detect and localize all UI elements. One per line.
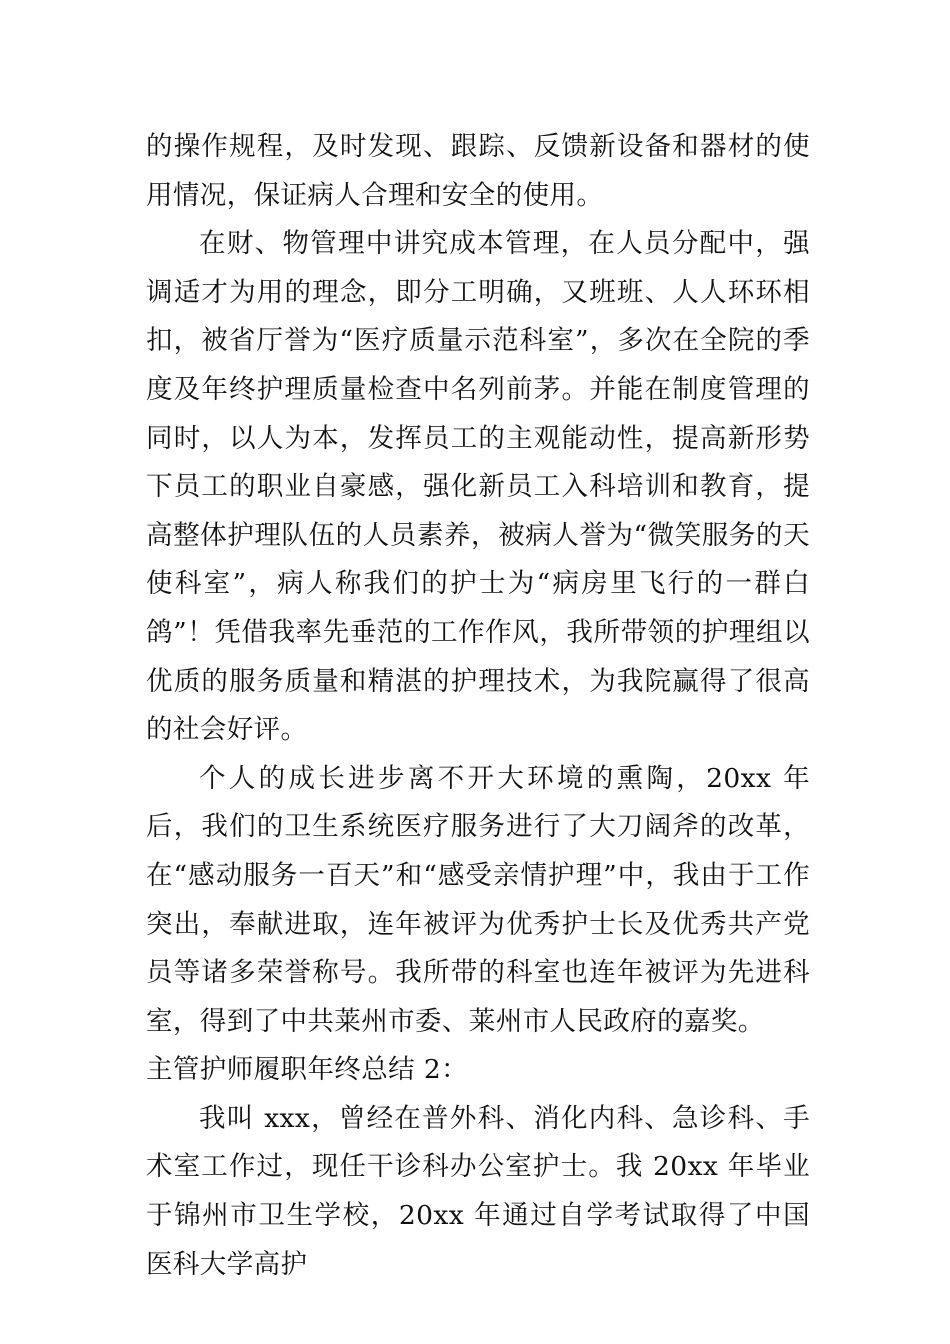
paragraph-growth: 个人的成长进步离不开大环境的熏陶，20xx 年后，我们的卫生系统医疗服务进行了大刀阔斧的改革，在“感动服务一百天”和“感受亲情护理”中，我由于工作突出，奉献进取，连年被评为优秀护士长及优秀共产党员等诸多荣誉称号。我所带的科室也连年被评为先进科室，得到了中共莱州市委、莱州市人民政府的嘉奖。 — [146, 762, 810, 1037]
section-heading: 主管护师履职年终总结 2： — [146, 1054, 468, 1086]
document-body — [146, 123, 810, 1289]
paragraph-management: 在财、物管理中讲究成本管理，在人员分配中，强调适才为用的理念，即分工明确，又班班、人人环环相扣，被省厅誉为“医疗质量示范科室”，多次在全院的季度及年终护理质量检查中名列前茅。并能在制度管理的同时，以人为本，发挥员工的主观能动性，提高新形势下员工的职业自豪感，强化新员工入科培训和教育，提高整体护理队伍的人员素养，被病人誉为“微笑服务的天使科室”，病人称我们的护士为“病房里飞行的一群白鸽”！凭借我率先垂范的工作作风，我所带领的护理组以优质的服务质量和精湛的护理技术，为我院赢得了很高的社会好评。 — [146, 228, 810, 746]
paragraph-introduction: 我叫 xxx，曾经在普外科、消化内科、急诊科、手术室工作过，现任干诊科办公室护士。我 20xx 年毕业于锦州市卫生学校，20xx 年通过自学考试取得了中国医科大学高护 — [146, 1102, 810, 1280]
paragraph-continuation: 的操作规程，及时发现、跟踪、反馈新设备和器材的使用情况，保证病人合理和安全的使用。 — [146, 131, 810, 211]
